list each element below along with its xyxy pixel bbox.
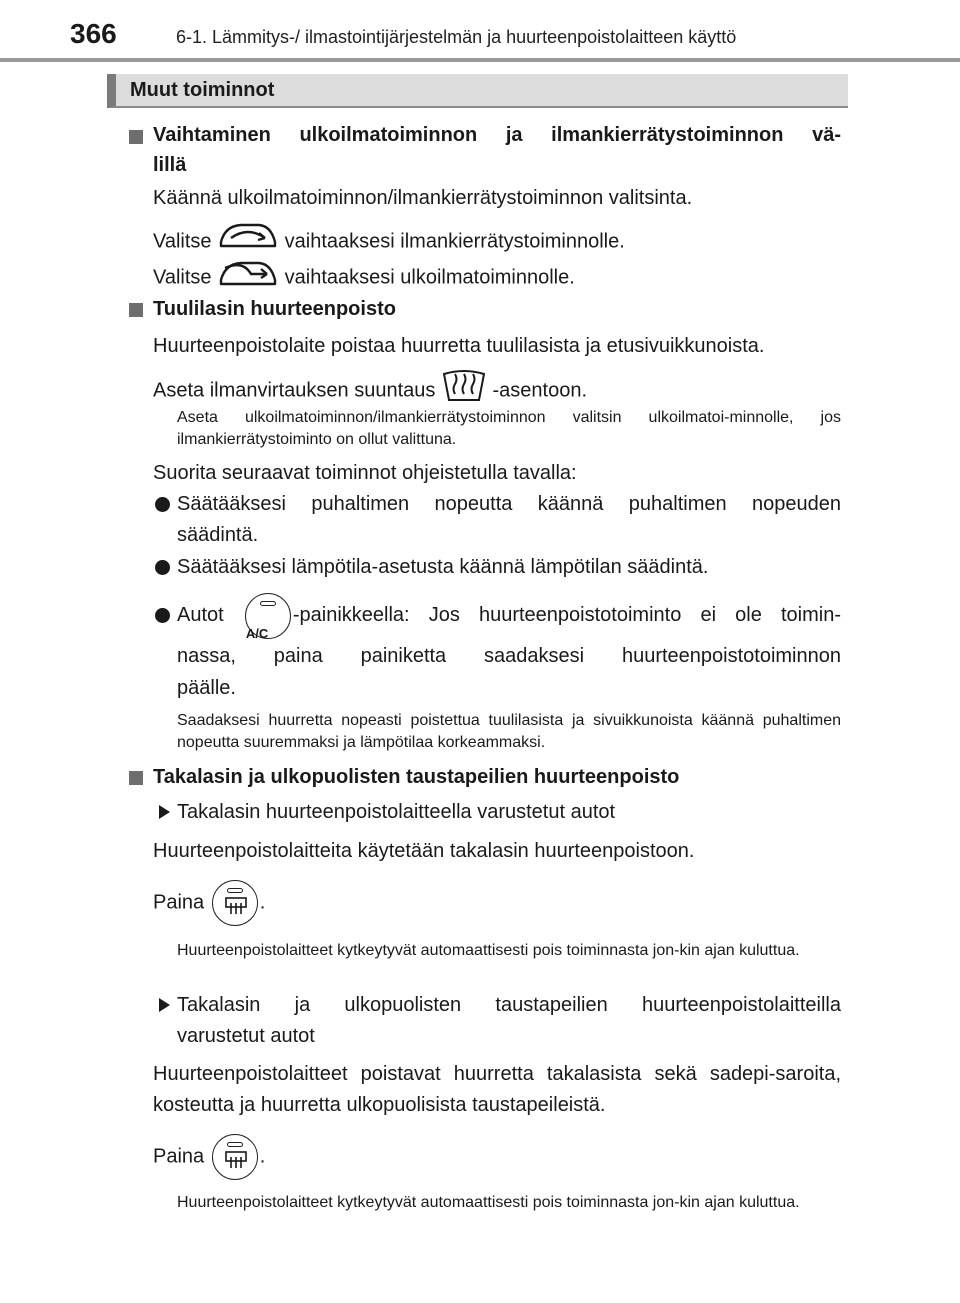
recirc-heading bbox=[153, 120, 841, 180]
windshield-note: Aseta ulkoilmatoiminnon/ilmankierrätystoiminnon valitsin ulkoilmatoi-minnolle, jos ilmankierrätystoiminto on ollut valittuna. bbox=[177, 409, 841, 448]
rear-heading: Takalasin ja ulkopuolisten taustapeilien huurteenpoisto bbox=[153, 766, 680, 788]
rear-press-line2 bbox=[153, 1134, 841, 1180]
windshield-heading: Tuulilasin huurteenpoisto bbox=[153, 298, 396, 320]
rear-defogger-button-icon bbox=[212, 880, 258, 926]
rear-sub2 bbox=[177, 990, 841, 1052]
square-bullet-icon bbox=[129, 771, 143, 785]
rear-defog-symbol-icon bbox=[225, 1151, 247, 1169]
set-suffix: -asentoon. bbox=[492, 379, 588, 402]
arrow-bullet-icon bbox=[159, 998, 170, 1012]
rear-defogger-button-icon bbox=[212, 1134, 258, 1180]
rear-desc2: Huurteenpoistolaitteet poistavat huurretta takalasista sekä sadepi-saroita, kosteutta ja huurretta ulkopuolisista taustapeileistä. bbox=[153, 1063, 841, 1116]
select-label-2: Valitse bbox=[153, 266, 212, 289]
bullet-fan-speed bbox=[177, 489, 841, 551]
square-bullet-icon bbox=[129, 303, 143, 317]
bullet-dot-icon bbox=[155, 608, 170, 623]
recirc-heading-line2: lillä bbox=[153, 154, 187, 176]
recirc-heading-line1: Vaihtaminen ulkoilmatoiminnon ja ilmankierrätystoiminnon vä- bbox=[153, 124, 841, 146]
press-label: Paina bbox=[153, 891, 205, 914]
bullet3-line2: nassa, paina painiketta saadaksesi huurteenpoistotoiminnon bbox=[177, 644, 841, 667]
press-label-2: Paina bbox=[153, 1145, 205, 1168]
recirc-instruction: Käännä ulkoilmatoiminnon/ilmankierrätystoiminnon valitsinta. bbox=[153, 187, 693, 209]
bullet3-line1 bbox=[177, 592, 841, 639]
bullet1-line2: säädintä. bbox=[177, 524, 259, 546]
rear-desc1: Huurteenpoistolaitteita käytetään takalasin huurteenpoistoon. bbox=[153, 840, 695, 862]
period-2: . bbox=[259, 1145, 266, 1168]
chapter-title: 6-1. Lämmitys-/ ilmastointijärjestelmän ja huurteenpoistolaitteen käyttö bbox=[176, 27, 737, 47]
square-bullet-icon bbox=[129, 130, 143, 144]
select-label: Valitse bbox=[153, 230, 212, 253]
rear-note1: Huurteenpoistolaitteet kytkeytyvät automaattisesti pois toiminnasta jon-kin ajan kuluttua. bbox=[177, 942, 800, 959]
bullet-dot-icon bbox=[155, 560, 170, 575]
indicator-led-icon bbox=[260, 601, 276, 606]
rear-sub1: Takalasin huurteenpoistolaitteella varustetut autot bbox=[177, 801, 616, 823]
select-outside-text: vaihtaaksesi ulkoilmatoiminnolle. bbox=[284, 266, 575, 289]
rear-press-line1 bbox=[153, 880, 841, 926]
set-prefix: Aseta ilmanvirtauksen suuntaus bbox=[153, 379, 436, 402]
arrow-bullet-icon bbox=[159, 805, 170, 819]
windshield-follow: Suorita seuraavat toiminnot ohjeistetulla tavalla: bbox=[153, 462, 577, 484]
section-title: Muut toiminnot bbox=[130, 79, 275, 101]
period: . bbox=[259, 891, 266, 914]
section-header bbox=[107, 74, 848, 108]
windshield-note2: Saadaksesi huurretta nopeasti poistettua tuulilasista ja sivuikkunoista käännä puhaltimen nopeutta suuremmaksi ja lämpötilaa korkeammaksi. bbox=[177, 712, 841, 751]
ac-button-icon bbox=[245, 593, 291, 639]
bullet3-prefix: Autot bbox=[177, 604, 224, 626]
bullet3-suffix: -painikkeella: Jos huurteenpoistotoiminto ei ole toimin- bbox=[292, 604, 841, 626]
bullet-temperature: Säätääksesi lämpötila-asetusta käännä lämpötilan säädintä. bbox=[177, 556, 709, 578]
bullet1-line1: Säätääksesi puhaltimen nopeutta käännä puhaltimen nopeuden bbox=[177, 493, 841, 515]
sub2-line1: Takalasin ja ulkopuolisten taustapeilien huurteenpoistolaitteilla bbox=[177, 994, 841, 1016]
bullet-ac bbox=[177, 592, 841, 704]
select-recirc-text: vaihtaaksesi ilmankierrätystoiminnolle. bbox=[284, 230, 625, 253]
page-number: 366 bbox=[70, 18, 117, 49]
sub2-line2: varustetut autot bbox=[177, 1025, 315, 1047]
bullet3-line3: päälle. bbox=[177, 676, 236, 699]
indicator-led-icon bbox=[227, 888, 243, 893]
bullet-dot-icon bbox=[155, 497, 170, 512]
windshield-desc: Huurteenpoistolaite poistaa huurretta tuulilasista ja etusivuikkunoista. bbox=[153, 335, 765, 357]
rear-defog-symbol-icon bbox=[225, 897, 247, 915]
header-divider bbox=[0, 58, 960, 62]
indicator-led-icon bbox=[227, 1142, 243, 1147]
rear-note2: Huurteenpoistolaitteet kytkeytyvät automaattisesti pois toiminnasta jon-kin ajan kuluttua. bbox=[177, 1194, 800, 1211]
ac-label: A/C bbox=[245, 625, 269, 641]
